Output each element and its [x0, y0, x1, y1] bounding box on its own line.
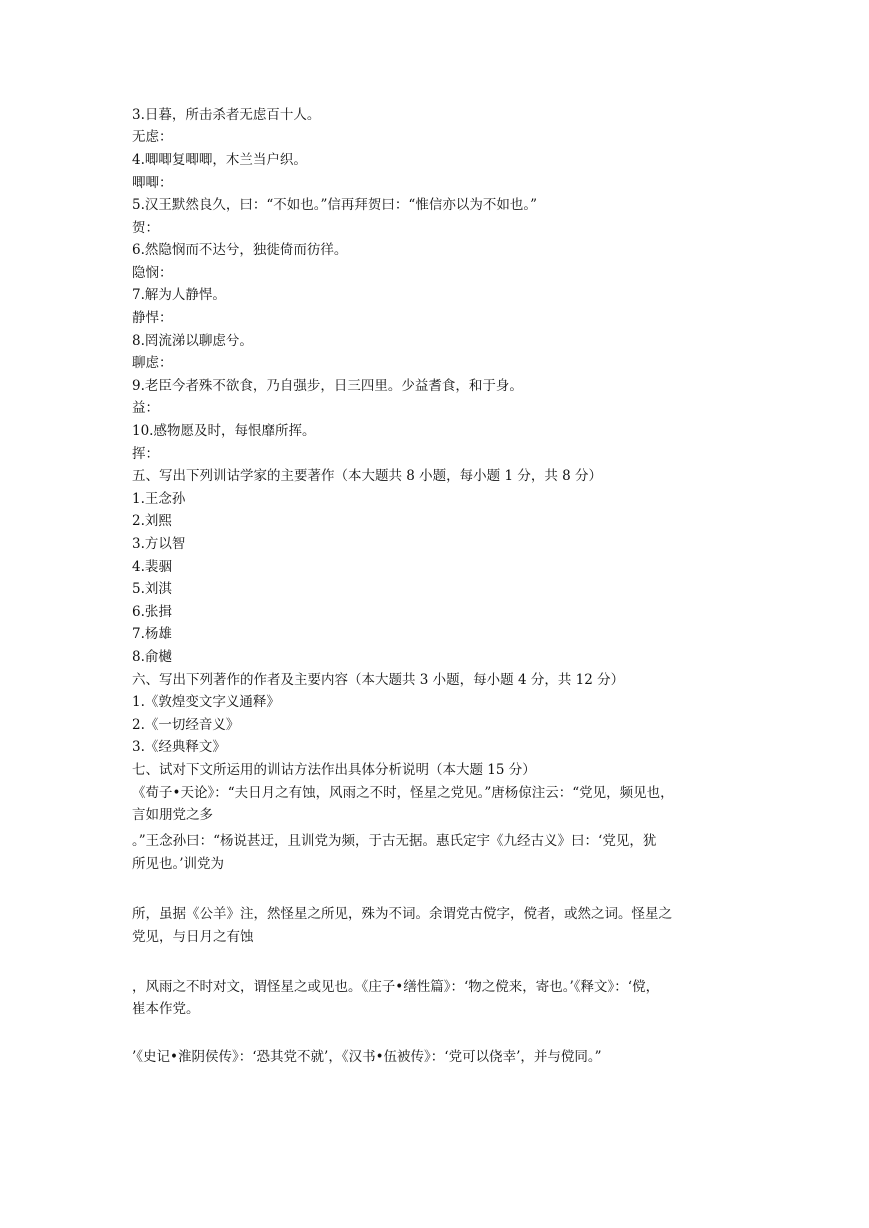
question-line: 3.日暮，所击杀者无虑百十人。 [132, 107, 321, 123]
list-item: 2.《一切经音义》 [132, 717, 240, 733]
list-item: 4.裴骃 [132, 559, 172, 575]
answer-label: 隐悯： [132, 265, 173, 281]
question-line: 10.感物愿及时，每恨靡所挥。 [132, 423, 316, 439]
section-heading: 五、写出下列训诂学家的主要著作（本大题共 8 小题，每小题 1 分，共 8 分） [132, 468, 603, 484]
question-line: 6.然隐悯而不达兮，独徙倚而彷徉。 [132, 242, 348, 258]
list-item: 1.《敦煌变文字义通释》 [132, 694, 280, 710]
list-item: 8.俞樾 [132, 649, 172, 665]
passage-line: 。”王念孙曰：“杨说甚迂，且训党为频，于古无据。惠氏定宇《九经古义》曰：‘党见，犹 [132, 833, 657, 849]
passage-line: 所，虽据《公羊》注，然怪星之所见，殊为不词。余谓党古傥字，傥者，或然之词。怪星之 [132, 906, 672, 922]
list-item: 3.《经典释文》 [132, 739, 226, 755]
answer-label: 唧唧： [132, 175, 173, 191]
question-line: 5.汉王默然良久，曰：“不如也。”信再拜贺曰：“惟信亦以为不如也。” [132, 197, 537, 213]
answer-label: 挥： [132, 446, 159, 462]
answer-label: 贺： [132, 220, 159, 236]
question-line: 9.老臣今者殊不欲食，乃自强步，日三四里。少益耆食，和于身。 [132, 378, 523, 394]
section-heading: 六、写出下列著作的作者及主要内容（本大题共 3 小题，每小题 4 分，共 12 分） [132, 672, 625, 688]
passage-line: 党见，与日月之有蚀 [132, 929, 254, 945]
answer-label: 无虑： [132, 129, 173, 145]
passage-line: 言如朋党之多 [132, 807, 213, 823]
section-heading: 七、试对下文所运用的训诂方法作出具体分析说明（本大题 15 分） [132, 762, 536, 778]
list-item: 1.王念孙 [132, 491, 186, 507]
answer-label: 益： [132, 400, 159, 416]
passage-line: ’《史记•淮阴侯传》：‘恐其党不就’，《汉书•伍被传》：‘党可以侥幸’，并与傥同。” [132, 1049, 602, 1065]
list-item: 6.张揖 [132, 604, 172, 620]
list-item: 3.方以智 [132, 536, 186, 552]
list-item: 5.刘淇 [132, 581, 172, 597]
question-line: 8.罔流涕以聊虑兮。 [132, 333, 253, 349]
answer-label: 聊虑： [132, 355, 173, 371]
passage-line: 所见也。’训党为 [132, 856, 225, 872]
passage-line: 崔本作党。 [132, 1001, 200, 1017]
question-line: 4.唧唧复唧唧，木兰当户织。 [132, 152, 307, 168]
answer-label: 静悍： [132, 310, 173, 326]
passage-line: ，风雨之不时对文，谓怪星之或见也。《庄子•缮性篇》：‘物之傥来，寄也。’《释文》：‘傥， [132, 979, 660, 995]
list-item: 2.刘熙 [132, 513, 172, 529]
question-line: 7.解为人静悍。 [132, 287, 226, 303]
list-item: 7.杨雄 [132, 626, 172, 642]
passage-line: 《荀子•天论》：“夫日月之有蚀，风雨之不时，怪星之党见。”唐杨倞注云：“党见，频见也， [132, 785, 674, 801]
